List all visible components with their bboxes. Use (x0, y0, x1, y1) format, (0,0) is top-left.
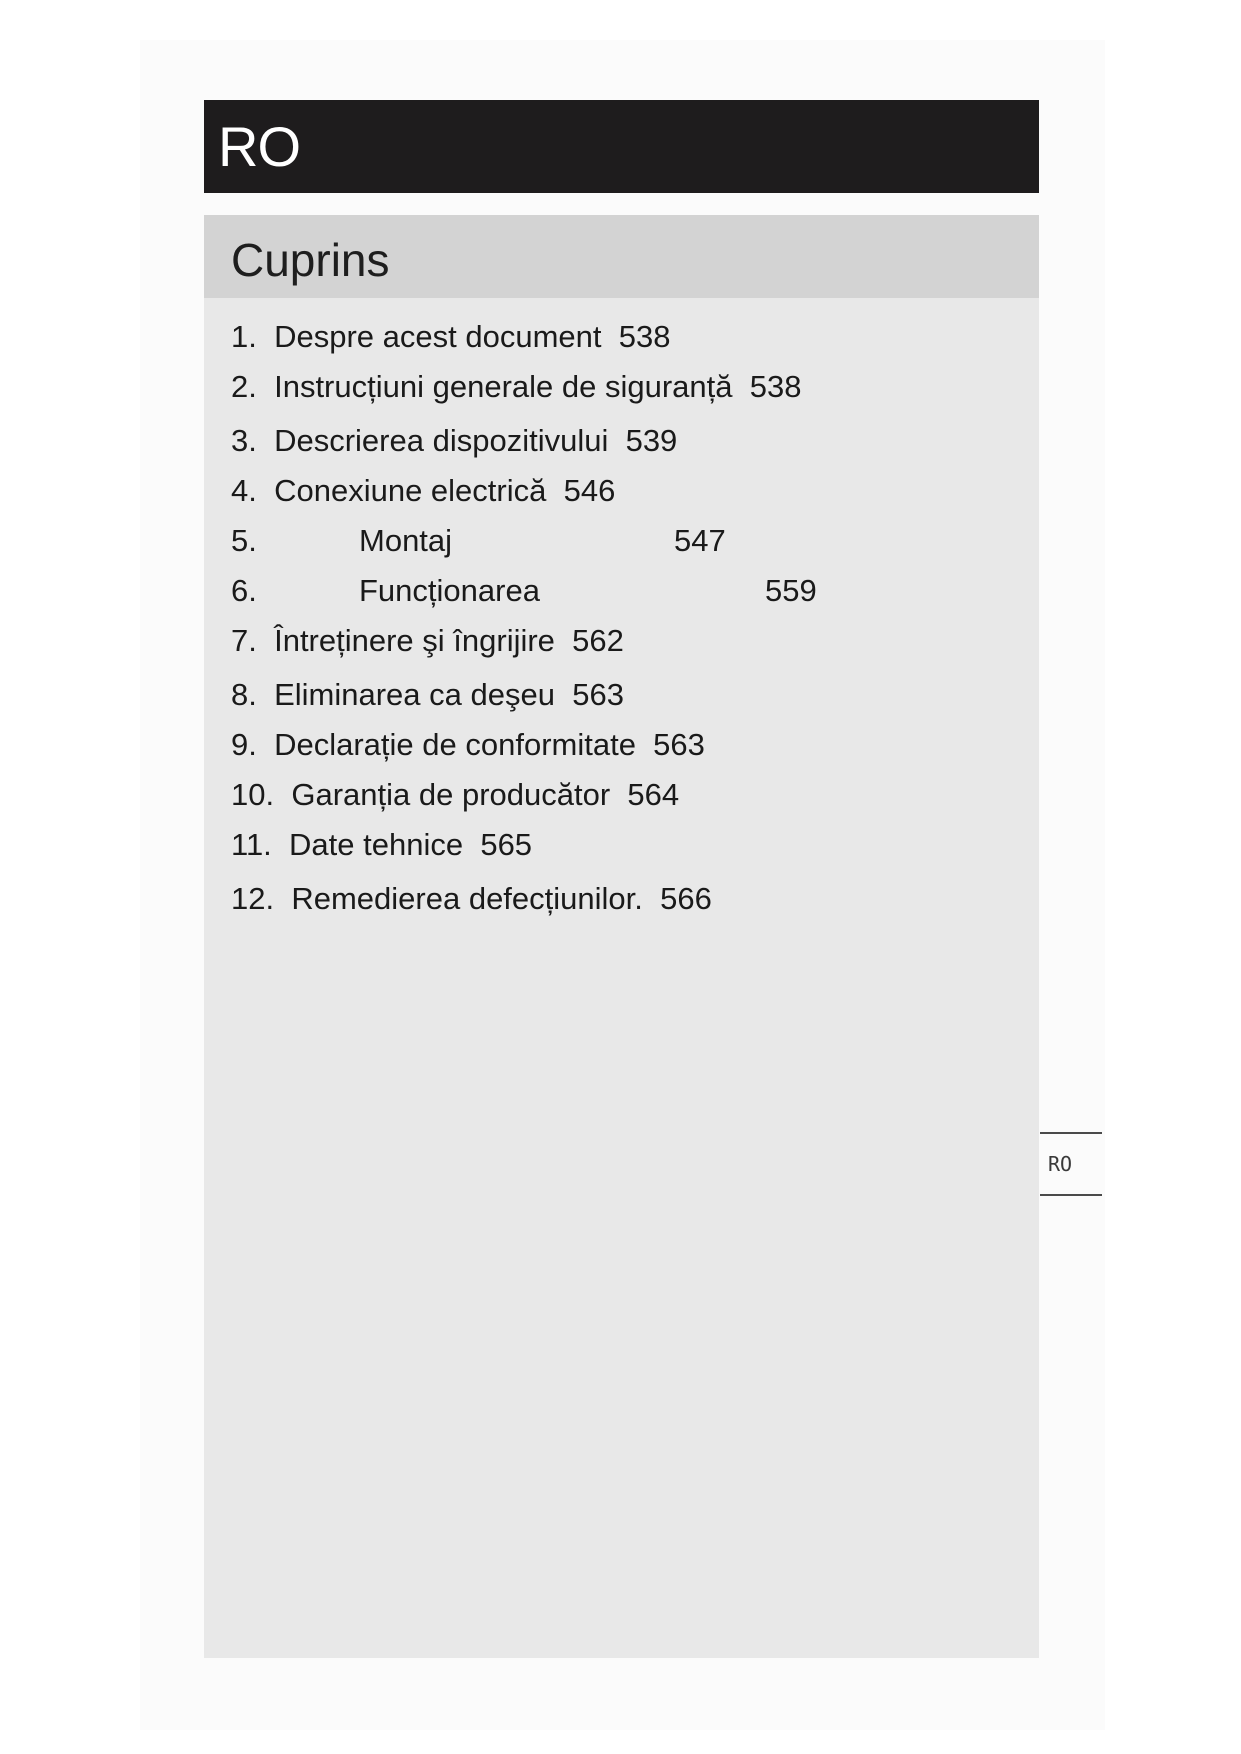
toc-title-bar (204, 215, 1039, 298)
toc-title: Cuprins (231, 234, 390, 286)
toc-entry-number: 2. (231, 369, 257, 404)
toc-entry-6[interactable] (231, 573, 817, 609)
toc-entry-page: 563 (653, 727, 705, 762)
toc-entry-page: 562 (572, 623, 624, 658)
language-code: RO (218, 115, 300, 178)
toc-entry-title: Funcționarea (359, 573, 540, 608)
toc-entry-number: 7. (231, 623, 257, 658)
toc-entry-3[interactable] (231, 423, 677, 459)
toc-entry-8[interactable] (231, 677, 624, 713)
toc-entry-title: Garanția de producător (291, 777, 611, 812)
toc-entry-5[interactable] (231, 523, 726, 559)
toc-entry-title: Remedierea defecțiunilor. (291, 881, 643, 916)
toc-entry-number: 3. (231, 423, 257, 458)
table-of-contents-panel (204, 215, 1039, 1658)
toc-entry-title: Conexiune electrică (274, 473, 547, 508)
toc-entry-title: Date tehnice (289, 827, 464, 862)
toc-entry-page: 566 (660, 881, 712, 916)
toc-entry-1[interactable] (231, 319, 670, 355)
toc-entry-number: 11. (231, 827, 272, 862)
toc-entry-title: Declarație de conformitate (274, 727, 636, 762)
toc-entry-title: Instrucțiuni generale de siguranță (274, 369, 733, 404)
toc-entry-page: 547 (674, 523, 726, 558)
language-header-bar (204, 100, 1039, 193)
toc-entry-number: 9. (231, 727, 257, 762)
toc-entry-number: 12. (231, 881, 275, 916)
toc-entry-number: 8. (231, 677, 257, 712)
toc-entry-12[interactable] (231, 881, 712, 917)
toc-entry-page: 559 (765, 573, 817, 608)
toc-entry-page: 538 (749, 369, 802, 404)
toc-entry-10[interactable] (231, 777, 679, 813)
toc-entry-9[interactable] (231, 727, 705, 763)
toc-entry-7[interactable] (231, 623, 624, 659)
toc-entry-number: 1. (231, 319, 257, 354)
toc-entry-11[interactable] (231, 827, 532, 863)
toc-entry-page: 563 (572, 677, 624, 712)
toc-entry-number: 10. (231, 777, 275, 812)
toc-entry-page: 539 (625, 423, 678, 458)
side-tab-label: RO (1048, 1152, 1073, 1176)
language-side-tab (1040, 1132, 1102, 1196)
toc-entry-number: 6. (231, 573, 257, 608)
toc-entry-title: Descrierea dispozitivului (274, 423, 609, 458)
toc-entry-title: Întreținere şi îngrijire (274, 623, 555, 658)
toc-entry-number: 4. (231, 473, 257, 508)
toc-entry-page: 538 (618, 319, 671, 354)
toc-entry-number: 5. (231, 523, 257, 558)
toc-entry-page: 564 (627, 777, 680, 812)
toc-entry-page: 546 (563, 473, 616, 508)
toc-entry-2[interactable] (231, 369, 801, 405)
toc-entry-title: Montaj (359, 523, 453, 558)
toc-entry-4[interactable] (231, 473, 615, 509)
toc-entry-page: 565 (480, 827, 533, 862)
toc-entry-title: Eliminarea ca deşeu (274, 677, 555, 712)
toc-entry-title: Despre acest document (274, 319, 602, 354)
